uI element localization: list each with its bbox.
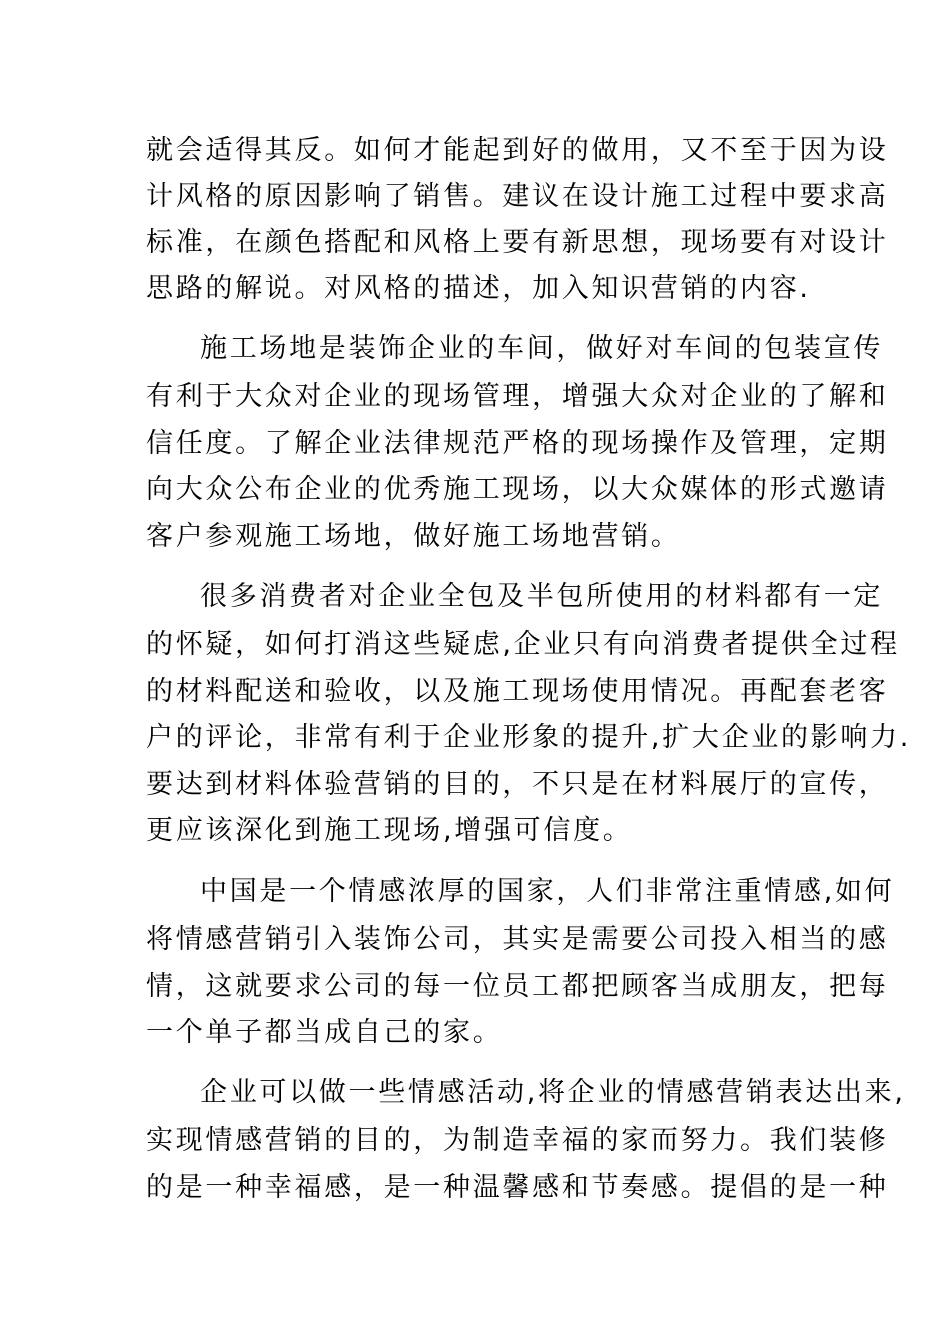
text-line: 向大众公布企业的优秀施工现场，以大众媒体的形式邀请 xyxy=(146,474,889,505)
text-line: 计风格的原因影响了销售。建议在设计施工过程中要求高 xyxy=(146,181,889,212)
text-line: 情，这就要求公司的每一位员工都把顾客当成朋友，把每 xyxy=(146,971,889,1002)
text-line: 的材料配送和验收，以及施工现场使用情况。再配套老客 xyxy=(146,676,889,707)
text-line: 信任度。了解企业法律规范严格的现场操作及管理，定期 xyxy=(146,428,889,459)
text-line: 很多消费者对企业全包及半包所使用的材料都有一定 xyxy=(200,581,884,612)
text-line: 将情感营销引入装饰公司，其实是需要公司投入相当的感 xyxy=(146,924,889,955)
text-line: 施工场地是装饰企业的车间，做好对车间的包装宣传 xyxy=(200,333,884,364)
text-line: 的是一种幸福感，是一种温馨感和节奏感。提倡的是一种 xyxy=(146,1172,889,1203)
text-line: 客户参观施工场地，做好施工场地营销。 xyxy=(146,521,681,552)
text-line: 标准，在颜色搭配和风格上要有新思想，现场要有对设计 xyxy=(146,227,889,258)
text-line: 的怀疑，如何打消这些疑虑,企业只有向消费者提供全过程 xyxy=(146,629,900,660)
text-line: 中国是一个情感浓厚的国家，人们非常注重情感,如何 xyxy=(200,876,895,907)
text-line: 户的评论，非常有利于企业形象的提升,扩大企业的影响力. xyxy=(146,722,912,753)
text-line: 就会适得其反。如何才能起到好的做用，又不至于因为设 xyxy=(146,135,889,166)
text-line: 实现情感营销的目的，为制造幸福的家而努力。我们装修 xyxy=(146,1125,889,1156)
text-line: 更应该深化到施工现场,增强可信度。 xyxy=(146,815,633,846)
text-line: 有利于大众对企业的现场管理，增强大众对企业的了解和 xyxy=(146,381,889,412)
text-line: 企业可以做一些情感活动,将企业的情感营销表达出来, xyxy=(200,1077,906,1108)
text-line: 一个单子都当成自己的家。 xyxy=(146,1017,503,1048)
text-line: 要达到材料体验营销的目的，不只是在材料展厅的宣传， xyxy=(146,769,889,800)
text-line: 思路的解说。对风格的描述，加入知识营销的内容. xyxy=(146,273,811,304)
